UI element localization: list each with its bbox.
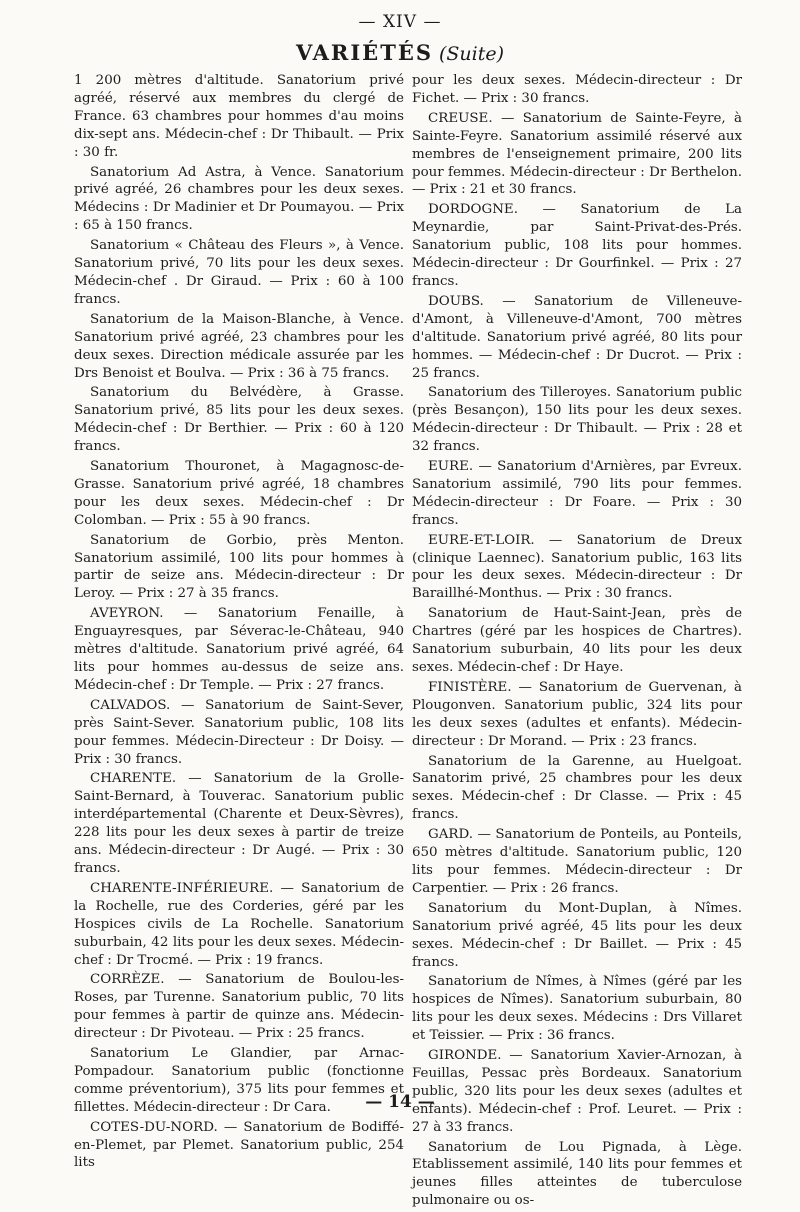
- paragraph: GIRONDE. — Sanatorium Xavier-Arnozan, à Feuillas, Pessac près Bordeaux. Sanatorium public, 320 lits pour les deux sexes (adultes et enfants). Médecin-chef : Prof. Leuret. — Prix : 27 à 33 francs.: [412, 1048, 742, 1135]
- running-header: — XIV —: [358, 12, 442, 32]
- paragraph: Sanatorium du Belvédère, à Grasse. Sanatorium privé, 85 lits pour les deux sexes. Médecin-chef : Dr Berthier. — Prix : 60 à 120 francs.: [74, 385, 404, 455]
- section-title: [0, 40, 800, 65]
- paragraph: Sanatorium de la Maison-Blanche, à Vence. Sanatorium privé agréé, 23 chambres pour les deux sexes. Direction médicale assurée par les Drs Benoist et Boulva. — Prix : 36 à 75 francs.: [74, 311, 404, 381]
- paragraph: AVEYRON. — Sanatorium Fenaille, à Enguayresques, par Séverac-le-Château, 940 mètres d'altitude. Sanatorium privé agréé, 64 lits pour hommes au-dessus de seize ans. Médecin-chef : Dr Temple. — Prix : 27 francs.: [74, 606, 404, 693]
- right-column: [412, 72, 742, 1212]
- paragraph: Sanatorium du Mont-Duplan, à Nîmes. Sanatorium privé agréé, 45 lits pour les deux sexes. Médecin-chef : Dr Baillet. — Prix : 45 francs.: [412, 900, 742, 970]
- paragraph: EURE-ET-LOIR. — Sanatorium de Dreux (clinique Laennec). Sanatorium public, 163 lits pour les deux sexes. Médecin-directeur : Dr Baraillhé-Monthus. — Prix : 30 francs.: [412, 532, 742, 602]
- paragraph: Sanatorium des Tilleroyes. Sanatorium public (près Besançon), 150 lits pour les deux sexes. Médecin-directeur : Dr Thibault. — Prix : 28 et 32 francs.: [412, 385, 742, 455]
- paragraph: CHARENTE-INFÉRIEURE. — Sanatorium de la Rochelle, rue des Corderies, géré par les Hospices civils de La Rochelle. Sanatorium suburbain, 42 lits pour les deux sexes. Médecin-chef : Dr Trocmé. — Prix : 19 francs.: [74, 880, 404, 968]
- paragraph: GARD. — Sanatorium de Ponteils, au Ponteils, 650 mètres d'altitude. Sanatorium public, 120 lits pour femmes. Médecin-directeur : Dr Carpentier. — Prix : 26 francs.: [412, 827, 742, 896]
- paragraph: DOUBS. — Sanatorium de Villeneuve-d'Amont, à Villeneuve-d'Amont, 700 mètres d'altitude. Sanatorium privé agréé, 80 lits pour hommes. — Médecin-chef : Dr Ducrot. — Prix : 25 francs.: [412, 293, 742, 381]
- paragraph: Sanatorium de la Garenne, au Huelgoat. Sanatorim privé, 25 chambres pour les deux sexes. Médecin-chef : Dr Classe. — Prix : 45 francs.: [412, 753, 742, 823]
- paragraph: Sanatorium Thouronet, à Magagnosc-de-Grasse. Sanatorium privé agréé, 18 chambres pour les deux sexes. Médecin-chef : Dr Colomban. — Prix : 55 à 90 francs.: [74, 459, 404, 528]
- page-number: — 14 —: [365, 1092, 435, 1112]
- paragraph: EURE. — Sanatorium d'Arnières, par Evreux. Sanatorium assimilé, 790 lits pour femmes. Médecin-directeur : Dr Foare. — Prix : 30 francs.: [412, 459, 742, 528]
- paragraph: Sanatorium Ad Astra, à Vence. Sanatorium privé agréé, 26 chambres pour les deux sexes. Médecins : Dr Madinier et Dr Poumayou. — Prix : 65 à 150 francs.: [74, 164, 404, 234]
- paragraph: Sanatorium Le Glandier, par Arnac-Pompadour. Sanatorium public (fonctionne comme préventorium), 375 lits pour femmes et fillettes. Médecin-directeur : Dr Cara.: [74, 1046, 404, 1115]
- paragraph: FINISTÈRE. — Sanatorium de Guervenan, à Plougonven. Sanatorium public, 324 lits pour les deux sexes (adultes et enfants). Médecin-directeur : Dr Morand. — Prix : 23 francs.: [412, 679, 742, 749]
- paragraph: 1 200 mètres d'altitude. Sanatorium privé agréé, réservé aux membres du clergé de France. 63 chambres pour hommes d'au moins dix-sept ans. Médecin-chef : Dr Thibault. — Prix : 30 fr.: [74, 73, 404, 160]
- paragraph: CORRÈZE. — Sanatorium de Boulou-les-Roses, par Turenne. Sanatorium public, 70 lits pour femmes à partir de quinze ans. Médecin-directeur : Dr Pivoteau. — Prix : 25 francs.: [74, 972, 404, 1042]
- paragraph: Sanatorium de Nîmes, à Nîmes (géré par les hospices de Nîmes). Sanatorium suburbain, 80 lits pour les deux sexes. Médecins : Drs Villaret et Teissier. — Prix : 36 francs.: [412, 974, 742, 1044]
- left-column: [74, 72, 404, 1174]
- paragraph: pour les deux sexes. Médecin-directeur : Dr Fichet. — Prix : 30 francs.: [412, 73, 742, 106]
- paragraph: CALVADOS. — Sanatorium de Saint-Sever, près Saint-Sever. Sanatorium public, 108 lits pour femmes. Médecin-Directeur : Dr Doisy. — Prix : 30 francs.: [74, 697, 404, 767]
- paragraph: DORDOGNE. — Sanatorium de La Meynardie, par Saint-Privat-des-Prés. Sanatorium public, 108 lits pour hommes. Médecin-directeur : Dr Gourfinkel. — Prix : 27 francs.: [412, 202, 742, 289]
- paragraph: Sanatorium de Haut-Saint-Jean, près de Chartres (géré par les hospices de Chartres). Sanatorium suburbain, 40 lits pour les deux sexes. Médecin-chef : Dr Haye.: [412, 606, 742, 675]
- paragraph: CREUSE. — Sanatorium de Sainte-Feyre, à Sainte-Feyre. Sanatorium assimilé réservé aux membres de l'enseignement primaire, 200 lits pour femmes. Médecin-directeur : Dr Berthelon. — Prix : 21 et 30 francs.: [412, 110, 742, 198]
- paragraph: Sanatorium « Château des Fleurs », à Vence. Sanatorium privé, 70 lits pour les deux sexes. Médecin-chef . Dr Giraud. — Prix : 60 à 100 francs.: [74, 238, 404, 307]
- paragraph: Sanatorium de Lou Pignada, à Lège. Etablissement assimilé, 140 lits pour femmes et jeunes filles atteintes de tuberculose pulmonaire ou os-: [412, 1139, 742, 1209]
- paragraph: Sanatorium de Gorbio, près Menton. Sanatorium assimilé, 100 lits pour hommes à partir de seize ans. Médecin-directeur : Dr Leroy. — Prix : 27 à 35 francs.: [74, 532, 404, 602]
- section-title-subtitle: (Suite): [439, 43, 505, 65]
- paragraph: COTES-DU-NORD. — Sanatorium de Bodiffé-en-Plemet, par Plemet. Sanatorium public, 254 lits: [74, 1119, 404, 1171]
- paragraph: CHARENTE. — Sanatorium de la Grolle-Saint-Bernard, à Touverac. Sanatorium public interdépartemental (Charente et Deux-Sèvres), 228 lits pour les deux sexes à partir de treize ans. Médecin-directeur : Dr Augé. — Prix : 30 francs.: [74, 771, 404, 876]
- section-title-main: VARIÉTÉS: [295, 40, 433, 65]
